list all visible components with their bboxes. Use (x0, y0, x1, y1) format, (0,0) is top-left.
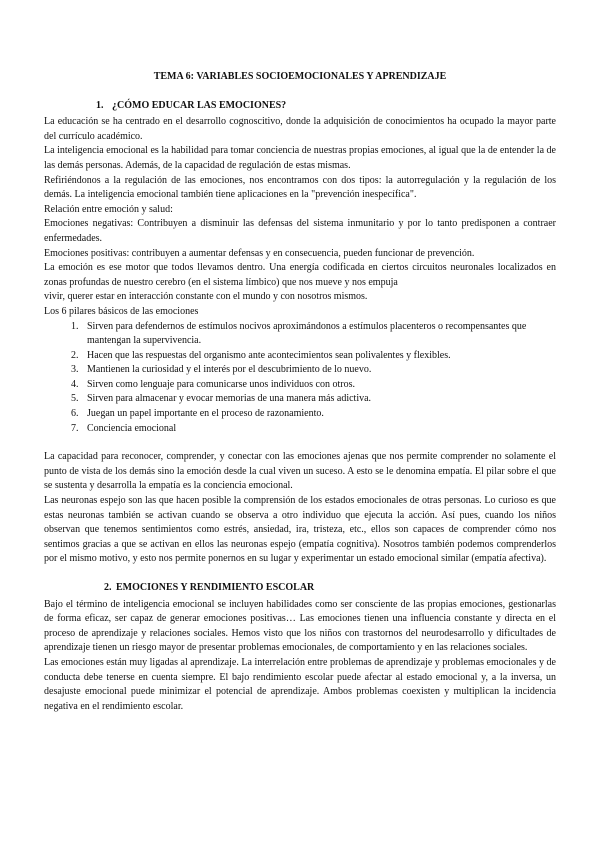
list-number: 6. (71, 408, 79, 420)
paragraph: La capacidad para reconocer, comprender, y conectar con las emociones ajenas que nos permite comprender no solamente el punto de vista de los demás sino la emoción desde la cual viven un suceso. A esto se le denomina empatía. El pilar sobre el que se sustenta y desarrolla la empatía es la conciencia emocional. (44, 451, 556, 492)
section-2-number: 2. (104, 582, 112, 593)
paragraph: Las emociones están muy ligadas al aprendizaje. La interrelación entre problemas de aprendizaje y problemas emocionales y de conducta debe tenerse en cuenta siempre. El bajo rendimiento escolar puede afectar al estado emocional y, a la inversa, un desajuste emocional puede minimizar el potencial de aprendizaje. Ambos problemas coexisten y multiplican la incidencia negativa en el rendimiento escolar. (44, 656, 556, 712)
paragraph: Los 6 pilares básicos de las emociones (44, 305, 199, 317)
list-item (71, 407, 556, 422)
section-1-number: 1. (96, 99, 104, 111)
list-text: Sirven para almacenar y evocar memorias de una manera más adictiva. (87, 393, 372, 405)
list-item (71, 349, 556, 364)
list-number: 1. (71, 320, 79, 332)
list-item (71, 363, 556, 378)
list-number: 3. (71, 364, 79, 376)
list-item (71, 320, 556, 349)
list-number: 7. (71, 422, 79, 434)
paragraph: Bajo el término de inteligencia emocional se incluyen habilidades como ser consciente de las propias emociones, gestionarlas de forma eficaz, ser capaz de generar emociones positivas… Las emociones tienen una influencia constante y directa en el proceso de aprendizaje y relaciones sociales. Hemos visto que los niños con trastornos del neurodesarrollo y dificultades de aprendizaje tienen un riesgo mayor de presentar problemas emocionales, de comportamiento y en las relaciones sociales. (44, 598, 556, 654)
section-1-heading (44, 99, 556, 114)
list-text: Juegan un papel importante en el proceso de razonamiento. (87, 408, 324, 420)
list-item (71, 378, 556, 393)
list-number: 5. (71, 393, 79, 405)
spacer (44, 567, 556, 581)
list-text: Hacen que las respuestas del organismo ante acontecimientos sean polivalentes y flexibles. (87, 349, 451, 361)
paragraph: Emociones negativas: Contribuyen a disminuir las defensas del sistema inmunitario y por lo tanto predisponen a contraer enfermedades. (44, 218, 556, 244)
section-1-heading-text: ¿CÓMO EDUCAR LAS EMOCIONES? (112, 99, 287, 111)
paragraph: Refiriéndonos a la regulación de las emociones, nos encontramos con dos tipos: la autorregulación y la regulación de los demás. La inteligencia emocional también tiene aplicaciones en la "prevención inespecífica". (44, 174, 556, 201)
list-text: Sirven para defendernos de estímulos nocivos aproximándonos a estímulos placenteros o recompensantes que mantengan la supervivencia. (87, 320, 527, 347)
spacer (44, 436, 556, 450)
list-text: Mantienen la curiosidad y el interés por el descubrimiento de lo nuevo. (87, 364, 372, 376)
paragraph: Emociones positivas: contribuyen a aumentar defensas y en consecuencia, pueden funcionar de prevención. (44, 247, 475, 259)
list-item (71, 392, 556, 407)
paragraph: La emoción es ese motor que todos llevamos dentro. Una energía codificada en ciertos circuitos neuronales localizados en zonas profundas de nuestro cerebro (en el sistema límbico) que nos mueve y nos empuja (44, 262, 556, 288)
paragraph: La educación se ha centrado en el desarrollo cognoscitivo, donde la adquisición de conocimientos ha ocupado la mayor parte del currículo académico. (44, 116, 556, 142)
list-number: 2. (71, 349, 79, 361)
list-text: Sirven como lenguaje para comunicarse unos individuos con otros. (87, 378, 355, 390)
section-2-heading-text: EMOCIONES Y RENDIMIENTO ESCOLAR (116, 582, 315, 593)
list-number: 4. (71, 378, 79, 390)
paragraph: Las neuronas espejo son las que hacen posible la comprensión de los estados emocionales de otras personas. Lo curioso es que estas neuronas también se activan cuando se observa a otro individuo que ejecuta la acción. Así pues, cuando los niños observan que tenemos sentimientos como estrés, ansiedad, ira, tristeza, etc., ellos son capaces de comprender cómo nos sentimos gracias a que se activan en ellos las neuronas espejo (empatía cognitiva). Nosotros también podemos comprenderlos por el mismo motivo, y esto nos permite ponernos en su lugar y experimentar un estado emocional similar (empatía afectiva). (44, 495, 556, 565)
list-text: Conciencia emocional (87, 422, 177, 434)
list-item (71, 422, 556, 437)
document-title: TEMA 6: VARIABLES SOCIOEMOCIONALES Y APRENDIZAJE (153, 71, 447, 82)
paragraph: Relación entre emoción y salud: (44, 203, 173, 215)
pillars-list (44, 320, 556, 437)
paragraph: vivir, querer estar en interacción constante con el mundo y con nosotros mismos. (44, 291, 368, 303)
section-2-heading (44, 581, 556, 596)
paragraph: La inteligencia emocional es la habilidad para tomar conciencia de nuestras propias emociones, al igual que la de entender la de las demás personas. Además, de la capacidad de regulación de estas mismas. (44, 145, 556, 171)
